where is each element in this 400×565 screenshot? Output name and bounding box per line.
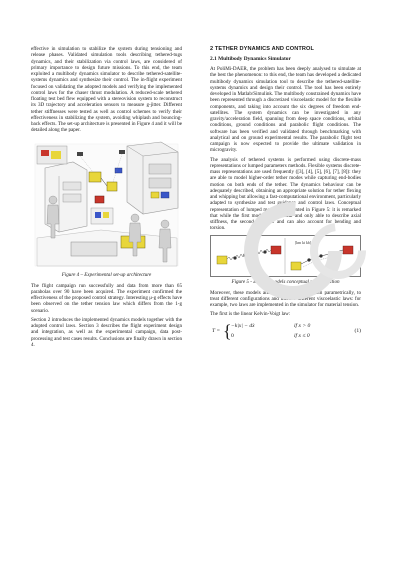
equation-row-2: 0	[231, 332, 234, 339]
figure-5-lumped-models	[210, 235, 361, 277]
section-heading: 2 TETHER DYNAMICS AND CONTROL	[210, 46, 315, 52]
figure-5-caption: Figure 5 - Lumped models conceptual representation	[231, 278, 340, 285]
rack-right	[127, 142, 178, 214]
equation-number: (1)	[354, 327, 361, 334]
right-paragraph-1: At PoliMi-DAER, the problem has been deeply analysed to simulate at the best the phenomenon: to this end, the team has developed a dedicated multibody dynamics simulation tool to describe the tethered-satellite-systems dynamics and design their control. The tool has been entirely developed in Matlab/Simulink. The multibody constrained dynamics have been represented through a discretized viscoelastic model for the flexible components, and taking into account the six degrees of freedom end-satellites. The system dynamics can be investigated in any gravity/acceleration field, spanning from deep space conditions, orbital conditions, ground conditions and parabolic flight conditions. The software has been verified and validated through benchmarking with analytical and on ground experimental results. The parabolic flight test campaign is now expected to provide the ultimate validation in microgravity.	[210, 66, 361, 154]
left-column	[31, 46, 182, 351]
equation-1	[210, 321, 361, 343]
left-paragraph-2: The flight campaign run successfully and data from more than 65 parabolas over 90 have been acquired. The experiment confirmed the effectiveness of the proposed control strategy. Interesting μ-g effects have been observed on the tether tension law which differs from the 1-g scenario.	[31, 282, 182, 314]
left-paragraph-3: Section 2 introduces the implemented dynamics models together with the adopted control laws. Section 3 describes the flight experiment design and integration, as well as the experimental campaign, data post-processing and test cases results. Conclusions are finally drawn in section 4.	[31, 316, 182, 348]
right-paragraph-3: Moreover, these models allow describing the system parametrically, to treat different configurations and include different viscoelastic laws: for example, two laws are implemented in the simulator for material tension.	[210, 289, 361, 308]
right-paragraph-4: The first is the linear Kelvin-Voigt law:	[210, 311, 291, 318]
figure-4-setup-illustration	[31, 138, 182, 270]
equation-brace: {	[223, 320, 232, 341]
figure-4-caption: Figure 4 – Experimental set-up architecture	[61, 271, 152, 278]
equation-condition-1: if x > 0	[294, 322, 311, 329]
figure-4-svg	[31, 138, 182, 270]
figure-5-svg	[211, 236, 360, 276]
subsection-heading: 2.1 Multibody Dynamics Simulator	[210, 56, 291, 62]
equation-condition-2: if x ≤ 0	[294, 332, 310, 339]
left-paragraph-1: effective in simulation to stabilize the system during tensioning and release phases. Validated simulation tools describing tethered-tugs dynamics, and their stabilization via control laws, are considered of primary importance to design future missions. To this end, the team exploited a multibody dynamics simulator to describe tethered-satellite-systems dynamics and synthesize their control. The in-flight experiment focused on validating the adopted models and verifying the implemented control laws for the chaser thrust modulation. A reduced-scale tethered floating test bed flew equipped with a stereovision system to reconstruct its 3D trajectory and acceleration sensors to measure g-jitter. Different tether stiffnesses were tested as well as control schemes to verify their effectiveness in stabilizing the system, avoiding whiplash and bouncing-back effects. The set-up architecture is presented in Figure 4 and it will be detailed along the paper.	[31, 46, 182, 134]
right-column	[210, 46, 361, 343]
right-paragraph-2: The analysis of tethered systems is performed using discrete-mass representations or lumped parameters methods. Flexible systems discrete-mass representations are used frequently ([3], [4], [5], [6], [7], [8]): they are able to model higher-order tether modes while capturing end-bodies motion on both ends of the tether. The dynamics behaviour can be adequately described, obtaining an appropriate solution for tether flexing and whipping but allowing a fast-computational environment, particularly adapted to synthesize and test guidance and control laws. Conceptual representation of lumped models is presented in Figure 5: it is remarked that while the first model is non-linear and only able to describe axial stiffness, the second is linear and can also account for bending and torsion.	[210, 156, 361, 232]
equation-row-1: −k|x| − dẋ	[231, 322, 255, 329]
figure-5-stiffness-label: [km kt kb]	[295, 240, 312, 245]
equation-lhs: T =	[212, 327, 221, 334]
